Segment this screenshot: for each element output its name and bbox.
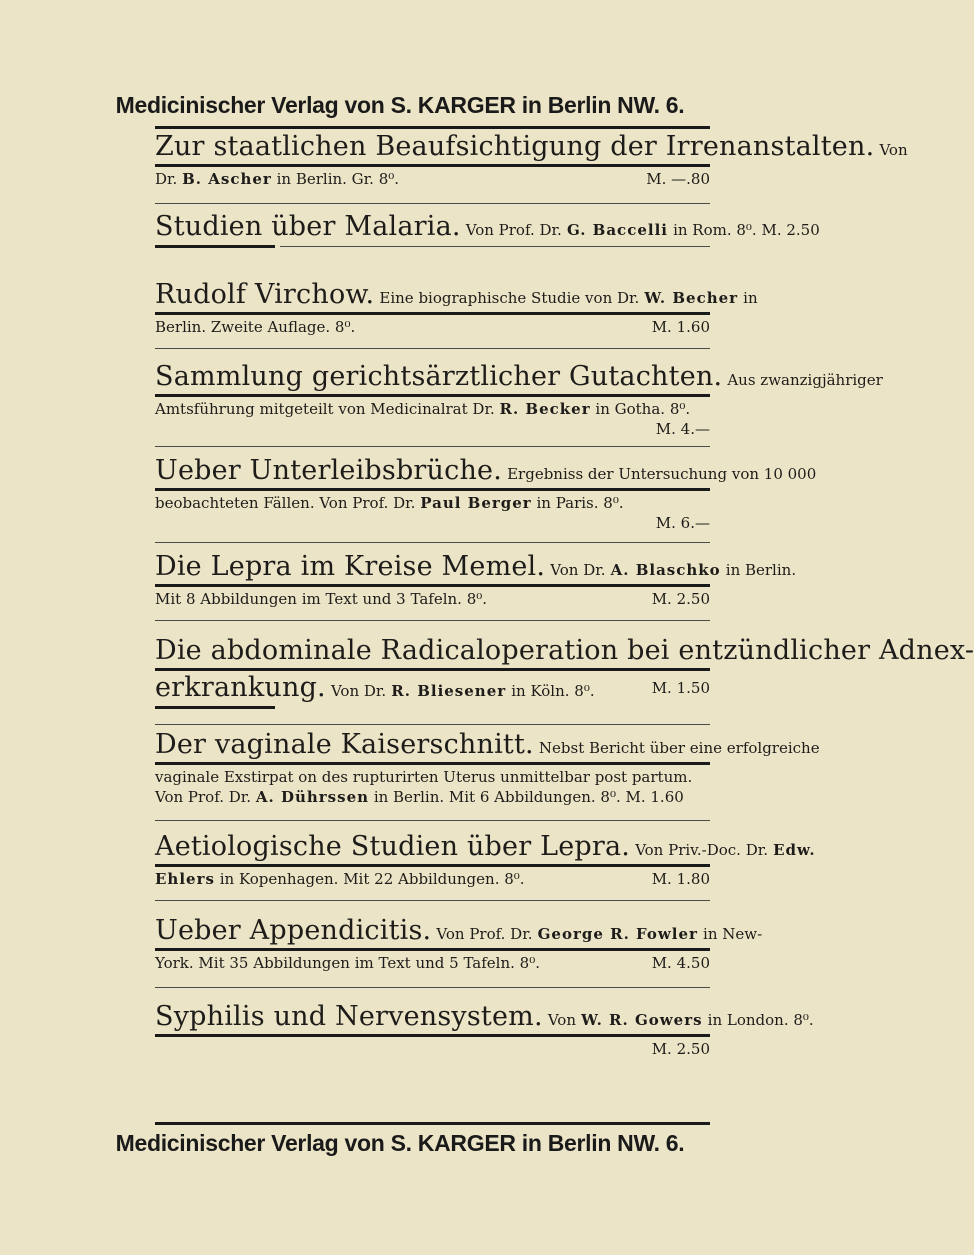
book-title-continued: erkrankung. <box>155 672 326 703</box>
book-text: Mit 8 Abbildungen im Text und 3 Tafeln. 8⁰. <box>155 590 488 608</box>
book-entry <box>155 130 908 189</box>
book-text: beobachteten Fällen. Von Prof. Dr. <box>155 494 416 512</box>
footer-rule <box>155 1122 710 1125</box>
separator <box>155 446 710 447</box>
book-title: Zur staatlichen Beaufsichtigung der Irrenanstalten. <box>155 131 875 162</box>
author-name: A. Dührssen <box>255 788 370 806</box>
separator <box>280 246 710 247</box>
book-text: Amtsführung mitgeteilt von Medicinalrat Dr. <box>155 400 495 418</box>
separator <box>155 900 710 901</box>
book-title: Ueber Appendicitis. <box>155 915 432 946</box>
author-name: R. Becker <box>499 400 591 418</box>
book-title: Studien über Malaria. <box>155 211 461 242</box>
book-text: Von <box>879 141 908 159</box>
author-name: W. R. Gowers <box>581 1011 703 1029</box>
book-title: Die abdominale Radicaloperation bei entzündlicher Adnex- <box>155 635 974 666</box>
book-text: in Berlin. Mit 6 Abbildungen. 8⁰. M. 1.60 <box>373 788 684 806</box>
author-name: R. Bliesener <box>391 682 507 700</box>
book-text: Nebst Bericht über eine erfolgreiche <box>538 739 820 757</box>
book-entry <box>155 1000 814 1059</box>
book-title: Aetiologische Studien über Lepra. <box>155 831 631 862</box>
separator <box>155 820 710 821</box>
book-entry <box>155 634 974 705</box>
book-title: Sammlung gerichtsärztlicher Gutachten. <box>155 361 723 392</box>
author-name: W. Becher <box>644 289 739 307</box>
book-entry <box>155 728 820 807</box>
book-text: in Berlin. <box>725 561 797 579</box>
author-name: Paul Berger <box>420 494 532 512</box>
author-name: B. Ascher <box>182 170 272 188</box>
price: M. 2.50 <box>651 590 710 608</box>
book-text: Von Prof. Dr. <box>465 221 562 239</box>
header-rule <box>155 126 710 129</box>
book-entry <box>155 454 817 533</box>
publisher-header: Medicinischer Verlag von S. KARGER in Berlin NW. 6. <box>115 92 685 118</box>
book-text: Von Prof. Dr. <box>436 925 533 943</box>
book-title: Der vaginale Kaiserschnitt. <box>155 729 534 760</box>
separator <box>155 542 710 543</box>
separator <box>155 987 710 988</box>
price: M. 4.— <box>655 420 710 438</box>
book-entry <box>155 830 816 889</box>
title-underline <box>155 706 275 709</box>
book-text: Von Dr. <box>330 682 387 700</box>
author-name: G. Baccelli <box>566 221 668 239</box>
book-entry <box>155 914 763 973</box>
title-underline <box>155 245 275 248</box>
author-name: Edw. <box>773 841 816 859</box>
book-text: Ergebniss der Untersuchung von 10 000 <box>507 465 817 483</box>
book-text: Von Priv.-Doc. Dr. <box>635 841 769 859</box>
separator <box>155 724 710 725</box>
separator <box>155 348 710 349</box>
author-name: A. Blaschko <box>610 561 721 579</box>
book-text: in Berlin. Gr. 8⁰. <box>276 170 400 188</box>
book-text: in <box>743 289 758 307</box>
book-text: Dr. <box>155 170 178 188</box>
price: M. 1.80 <box>651 870 710 888</box>
book-text: vaginale Exstirpat on des rupturirten Uterus unmittelbar post partum. <box>155 762 710 787</box>
book-text: in Gotha. 8⁰. <box>595 400 691 418</box>
book-title: Ueber Unterleibsbrüche. <box>155 455 503 486</box>
book-text: Aus zwanzigjähriger <box>727 371 883 389</box>
book-text: Von <box>547 1011 576 1029</box>
book-text: in London. 8⁰. <box>707 1011 814 1029</box>
book-text: York. Mit 35 Abbildungen im Text und 5 Tafeln. 8⁰. <box>155 954 540 972</box>
book-text: in Kopenhagen. Mit 22 Abbildungen. 8⁰. <box>219 870 525 888</box>
book-text: Von Prof. Dr. <box>155 788 252 806</box>
book-entry <box>155 360 883 439</box>
author-name: Ehlers <box>155 870 215 888</box>
price: M. 2.50 <box>155 1034 710 1059</box>
book-text: Berlin. Zweite Auflage. 8⁰. <box>155 318 356 336</box>
publisher-footer: Medicinischer Verlag von S. KARGER in Berlin NW. 6. <box>115 1130 685 1156</box>
book-entry <box>155 210 820 244</box>
book-text: Eine biographische Studie von Dr. <box>379 289 640 307</box>
price: M. 1.60 <box>651 318 710 336</box>
price: M. —.80 <box>646 170 710 188</box>
author-name: George R. Fowler <box>537 925 698 943</box>
book-entry <box>155 278 758 337</box>
price: M. 1.50 <box>651 679 710 697</box>
price: M. 6.— <box>655 514 710 532</box>
book-text: in Köln. 8⁰. <box>511 682 595 700</box>
price: M. 4.50 <box>651 954 710 972</box>
separator <box>155 620 710 621</box>
book-text: Von Dr. <box>550 561 606 579</box>
book-text: in Paris. 8⁰. <box>536 494 624 512</box>
book-text: in Rom. 8⁰. M. 2.50 <box>673 221 820 239</box>
separator <box>155 203 710 204</box>
book-title: Die Lepra im Kreise Memel. <box>155 551 546 582</box>
book-entry <box>155 550 797 609</box>
book-text: in New- <box>703 925 763 943</box>
book-title: Rudolf Virchow. <box>155 279 375 310</box>
book-title: Syphilis und Nervensystem. <box>155 1001 543 1032</box>
